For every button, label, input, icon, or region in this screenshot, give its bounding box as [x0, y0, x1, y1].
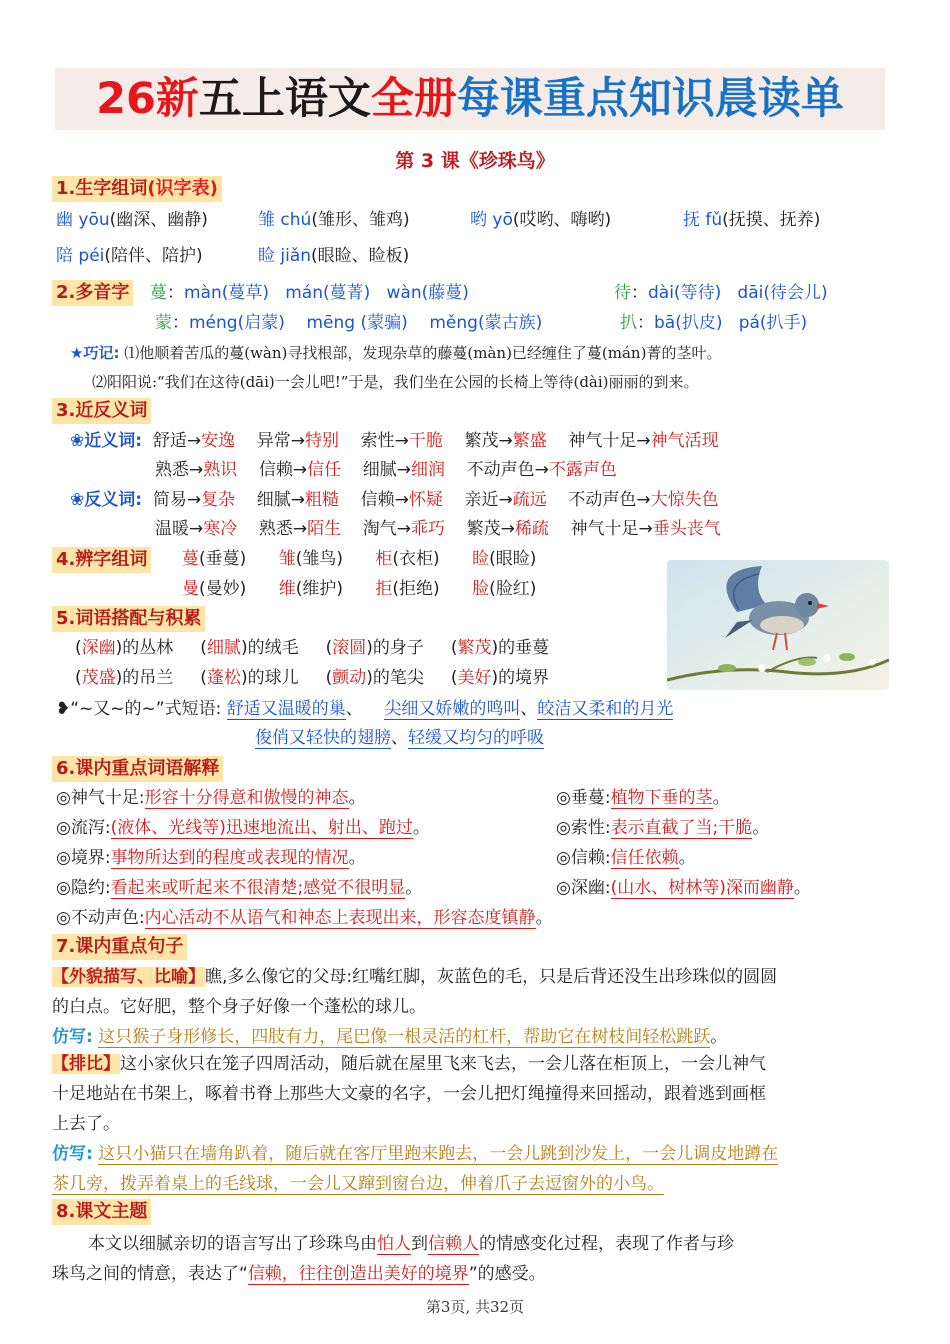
antonym-row-2: 温暖→寒冷 熟悉→陌生 淘气→乖巧 繁茂→稀疏 神气十足→垂头丧气 [155, 519, 721, 539]
section-8-title: 8.课文主题 [52, 1199, 151, 1225]
pearl-bird-illustration [667, 560, 889, 690]
page-footer: 第3页, 共32页 [425, 1298, 525, 1316]
char-item: 幽 yōu(幽深、幽静) [56, 210, 208, 230]
char-compare-row-2: 曼(曼妙) 维(维护) 拒(拒绝) 脸(脸红) [182, 579, 537, 599]
definition-item: ◎信赖:信任依赖。 [556, 848, 696, 868]
definition-item: ◎境界:事物所达到的程度或表现的情况。 [56, 848, 366, 868]
definition-item: ◎流泻:(液体、光线等)迅速地流出、射出、跑过。 [56, 818, 430, 838]
char-item: 睑 jiǎn(眼睑、睑板) [258, 246, 410, 266]
definition-item: ◎索性:表示直截了当;干脆。 [556, 818, 770, 838]
definition-item: ◎不动声色:内心活动不从语气和神态上表现出来，形容态度镇静。 [56, 908, 553, 928]
title-banner [55, 68, 885, 130]
memory-tip-2: ⑵阳阳说:“我们在这待(dāi)一会儿吧!”于是，我们坐在公园的长椅上等待(dài)丽丽的到来。 [92, 373, 699, 391]
section-1-title: 1.生字组词(识字表) [52, 176, 222, 202]
synonym-row-2: 熟悉→熟识 信赖→信任 细腻→细润 不动声色→不露声色 [155, 460, 617, 480]
polyphone-ba: 扒：bā(扒皮) pá(扒手) [620, 313, 808, 333]
definition-item: ◎神气十足:形容十分得意和傲慢的神态。 [56, 788, 366, 808]
section-7-title: 7.课内重点句子 [52, 934, 187, 960]
polyphone-dai: 待：dài(等待) dāi(待会儿) [614, 283, 828, 303]
definition-item: ◎隐约:看起来或听起来不很清楚;感觉不很明显。 [56, 878, 423, 898]
char-item: 抚 fǔ(抚摸、抚养) [683, 210, 821, 230]
title-part-1: 26新 [96, 74, 199, 124]
synonym-row-1: ❀近义词: 舒适→安逸 异常→特别 索性→干脆 繁茂→繁盛 神气十足→神气活现 [70, 431, 719, 451]
section-5-title: 5.词语搭配与积累 [52, 606, 205, 632]
section-3-title: 3.近反义词 [52, 398, 151, 424]
char-item: 哟 yō(哎哟、嗨哟) [470, 210, 612, 230]
title-part-4: 每课重点知识晨读单 [456, 74, 844, 124]
title-part-3: 全册 [370, 74, 457, 124]
antonym-row-1: ❀反义词: 简易→复杂 细腻→粗糙 信赖→怀疑 亲近→疏远 不动声色→大惊失色 [70, 490, 719, 510]
phrase-row-2: 俊俏又轻快的翅膀、轻缓又均匀的呼吸 [255, 728, 544, 748]
char-compare-row-1: 蔓(垂蔓) 雏(雏鸟) 柜(衣柜) 睑(眼睑) [182, 549, 537, 569]
phrase-row-1: ❥“~又~的~”式短语: 舒适又温暖的巢、 尖细又娇嫩的鸣叫、皎洁又柔和的月光 [56, 699, 674, 719]
polyphone-man: 蔓：màn(蔓草) mán(蔓菁) wàn(藤蔓) [150, 283, 469, 303]
collocation-row-1: (深幽)的丛林 (细腻)的绒毛 (滚圆)的身子 (繁茂)的垂蔓 [75, 638, 550, 658]
memory-tip-1: ★巧记: ⑴他顺着苦瓜的蔓(wàn)寻找根部，发现杂草的藤蔓(màn)已经缠住了蔓(mán)菁的茎叶。 [70, 344, 722, 362]
theme-paragraph: 本文以细腻亲切的语言写出了珍珠鸟由怕人到信赖人的情感变化过程，表现了作者与珍 珠鸟之间的情意，表达了“信赖，往往创造出美好的境界”的感受。 [52, 1234, 734, 1284]
title-part-2: 五上语文 [198, 74, 371, 124]
sentence-1: 【外貌描写、比喻】瞧,多么像它的父母:红嘴红脚，灰蓝色的毛，只是后背还没生出珍珠似的圆圆 的白点。它好肥，整个身子好像一个蓬松的球儿。 [52, 967, 778, 1017]
lesson-title: 第 3 课《珍珠鸟》 [395, 150, 555, 172]
section-4-title: 4.辨字组词 [52, 547, 151, 573]
imitation-2: 仿写: 这只小猫只在墙角趴着，随后就在客厅里跑来跑去，一会儿跳到沙发上，一会儿调皮地蹲在 茶几旁，拨弄着桌上的毛线球，一会儿又蹿到窗台边，伸着爪子去逗窗外的小鸟。 [52, 1144, 779, 1194]
sentence-2: 【排比】这小家伙只在笼子四周活动，随后就在屋里飞来飞去，一会儿落在柜顶上，一会儿神气 十足地站在书架上，啄着书脊上那些大文豪的名字，一会儿把灯绳撞得来回摇动，跟着逃到画框 上去了。 [52, 1054, 766, 1134]
definition-item: ◎垂蔓:植物下垂的茎。 [556, 788, 730, 808]
char-item: 陪 péi(陪伴、陪护) [56, 246, 203, 266]
polyphone-meng: 蒙：méng(启蒙) mēng (蒙骗) měng(蒙古族) [155, 313, 543, 333]
imitation-1: 仿写: 这只猴子身形修长，四肢有力，尾巴像一根灵活的杠杆，帮助它在树枝间轻松跳跃。 [52, 1027, 728, 1047]
section-6-title: 6.课内重点词语解释 [52, 756, 223, 782]
collocation-row-2: (茂盛)的吊兰 (蓬松)的球儿 (颤动)的笔尖 (美好)的境界 [75, 668, 550, 688]
char-item: 雏 chú(雏形、雏鸡) [258, 210, 410, 230]
definition-item: ◎深幽:(山水、树林等)深而幽静。 [556, 878, 811, 898]
section-2-title: 2.多音字 [52, 280, 133, 306]
